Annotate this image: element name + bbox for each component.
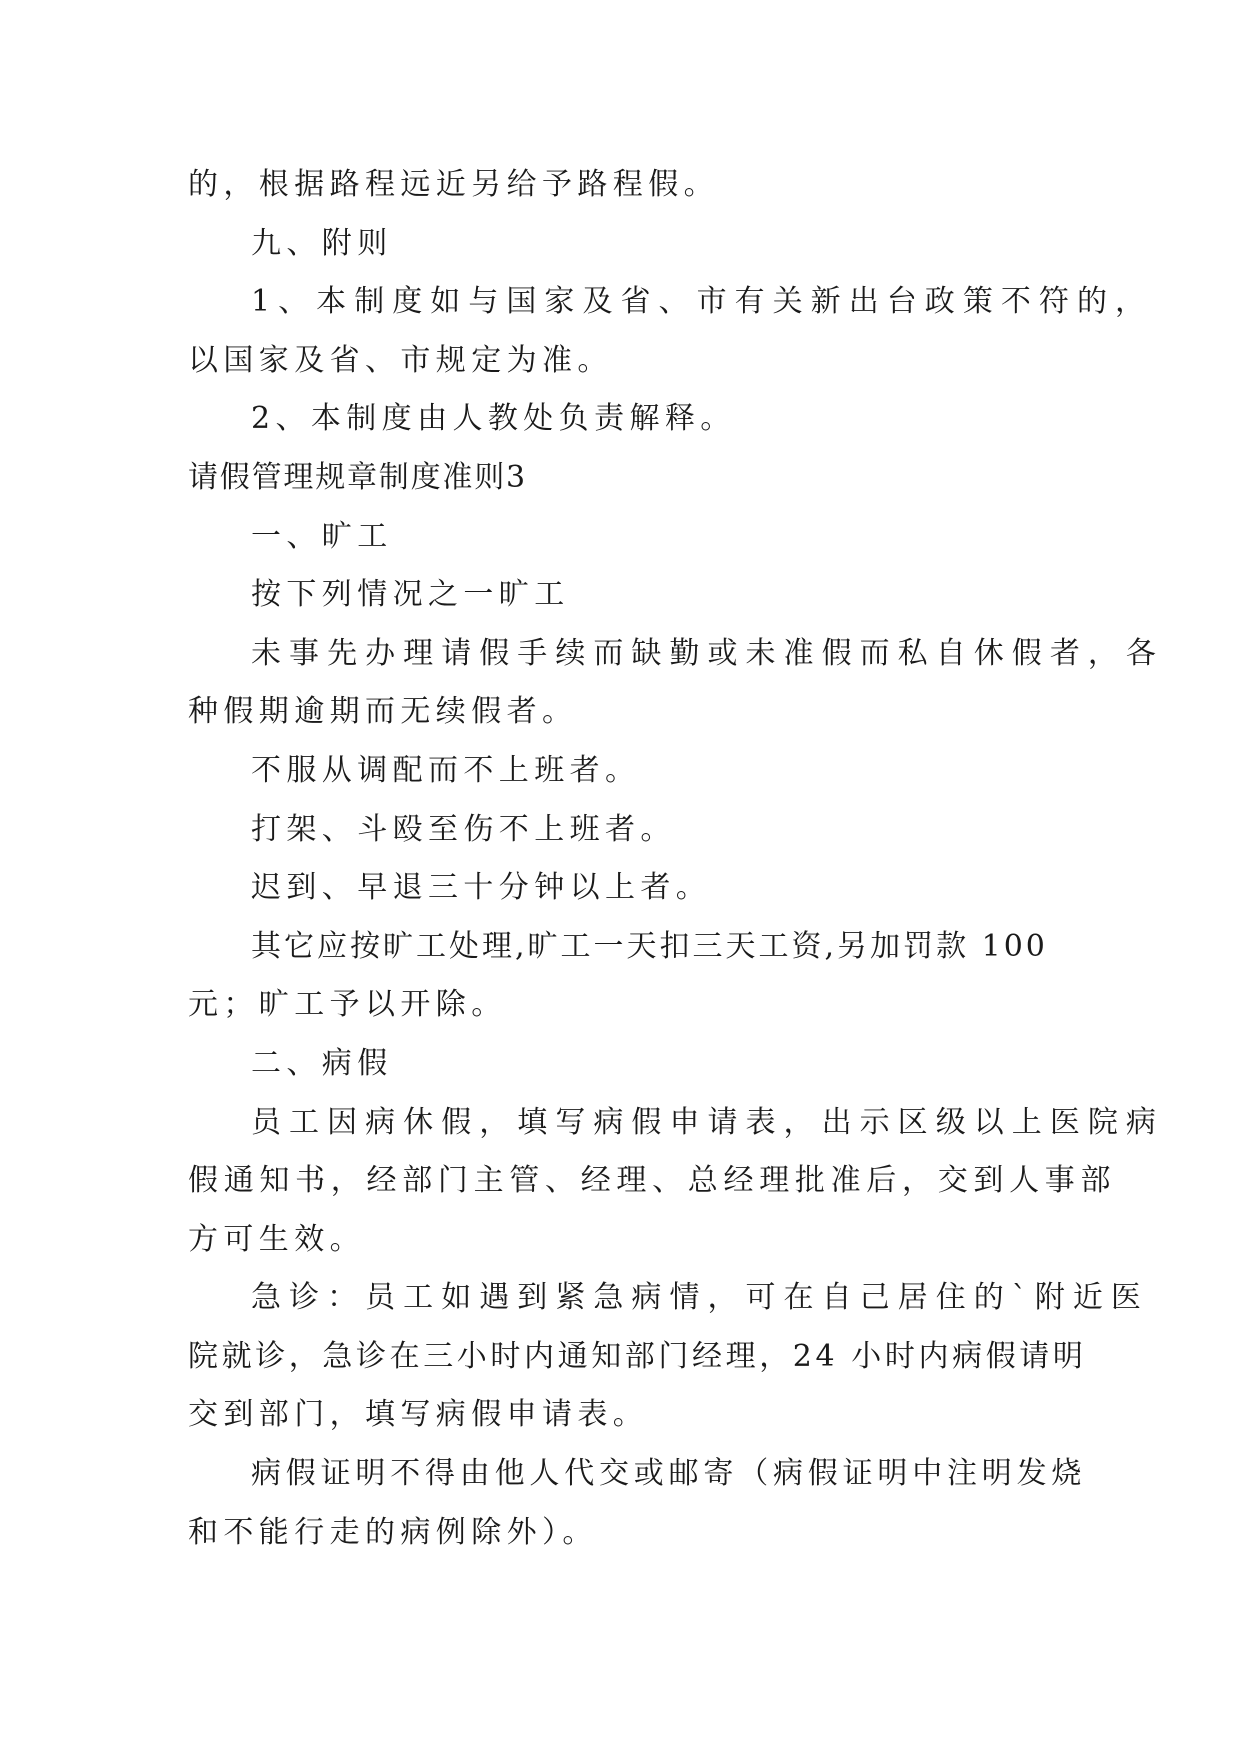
document-body	[188, 156, 1164, 1562]
paragraph-line: 按下列情况之一旷工	[251, 577, 570, 613]
paragraph-line: 元；旷工予以开除。	[188, 987, 507, 1023]
paragraph-line: 1、本制度如与国家及省、市有关新出台政策不符的，	[251, 284, 1154, 320]
section-heading-absenteeism: 一、旷工	[251, 518, 393, 554]
paragraph-line: 打架、斗殴至伤不上班者。	[251, 811, 676, 847]
section-heading-sick-leave: 二、病假	[251, 1045, 393, 1081]
paragraph-line: 的，根据路程远近另给予路程假。	[188, 167, 719, 202]
paragraph-line: 员工因病休假，填写病假申请表，出示区级以上医院病	[251, 1104, 1164, 1140]
paragraph-line: 种假期逾期而无续假者。	[188, 694, 578, 730]
document-title: 请假管理规章制度准则3	[188, 459, 527, 495]
paragraph-line: 和不能行走的病例除外）。	[188, 1514, 598, 1550]
paragraph-line: 急诊：员工如遇到紧急病情，可在自己居住的`附近医	[251, 1280, 1149, 1316]
paragraph-line: 2、本制度由人教处负责解释。	[251, 401, 736, 437]
paragraph-line: 方可生效。	[188, 1221, 365, 1257]
section-heading-appendix: 九、附则	[251, 225, 393, 261]
paragraph-line: 不服从调配而不上班者。	[251, 752, 641, 788]
paragraph-line: 交到部门，填写病假申请表。	[188, 1397, 649, 1433]
paragraph-line: 院就诊，急诊在三小时内通知部门经理，24 小时内病假请明	[188, 1338, 1087, 1374]
paragraph-line: 假通知书，经部门主管、经理、总经理批准后，交到人事部	[188, 1163, 1117, 1199]
paragraph-line: 未事先办理请假手续而缺勤或未准假而私自休假者，各	[251, 635, 1164, 671]
paragraph-line: 以国家及省、市规定为准。	[188, 342, 613, 378]
paragraph-line: 病假证明不得由他人代交或邮寄（病假证明中注明发烧	[251, 1456, 1087, 1492]
paragraph-line: 其它应按旷工处理,旷工一天扣三天工资,另加罚款 100	[251, 928, 1048, 964]
paragraph-line: 迟到、早退三十分钟以上者。	[251, 870, 712, 906]
